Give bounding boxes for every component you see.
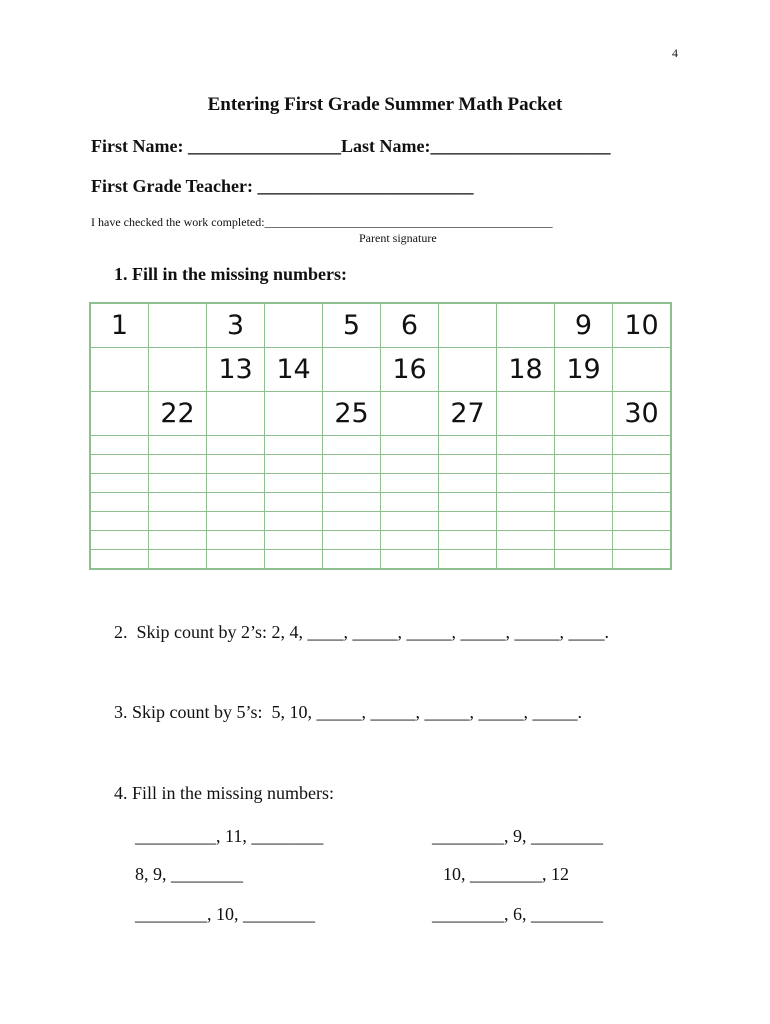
grid-cell: 25 bbox=[323, 392, 381, 436]
grid-blank-cell bbox=[555, 550, 613, 570]
grid-blank-cell bbox=[613, 436, 672, 455]
grid-cell bbox=[613, 348, 672, 392]
grid-blank-cell bbox=[323, 512, 381, 531]
grid-cell: 16 bbox=[381, 348, 439, 392]
grid-blank-cell bbox=[149, 436, 207, 455]
grid-cell: 19 bbox=[555, 348, 613, 392]
grid-blank-cell bbox=[149, 455, 207, 474]
grid-blank-cell bbox=[613, 550, 672, 570]
grid-cell: 30 bbox=[613, 392, 672, 436]
grid-blank-row bbox=[90, 512, 671, 531]
grid-blank-cell bbox=[90, 474, 149, 493]
grid-cell: 3 bbox=[207, 303, 265, 348]
grid-blank-cell bbox=[265, 474, 323, 493]
grid-blank-cell bbox=[381, 512, 439, 531]
grid-cell: 10 bbox=[613, 303, 672, 348]
grid-blank-cell bbox=[497, 531, 555, 550]
grid-blank-cell bbox=[207, 455, 265, 474]
grid-blank-cell bbox=[555, 474, 613, 493]
grid-blank-cell bbox=[613, 493, 672, 512]
grid-cell: 27 bbox=[439, 392, 497, 436]
grid-cell bbox=[439, 303, 497, 348]
grid-blank-cell bbox=[439, 512, 497, 531]
grid-blank-cell bbox=[265, 531, 323, 550]
missing-number-problem: _________, 11, ________ bbox=[135, 826, 324, 846]
grid-blank-cell bbox=[381, 436, 439, 455]
grid-blank-cell bbox=[613, 531, 672, 550]
grid-blank-cell bbox=[439, 455, 497, 474]
teacher-line: First Grade Teacher: ________________________ bbox=[91, 176, 474, 196]
grid-cell bbox=[439, 348, 497, 392]
grid-blank-cell bbox=[265, 455, 323, 474]
missing-number-problem: 10, ________, 12 bbox=[443, 864, 569, 884]
grid-blank-cell bbox=[555, 455, 613, 474]
grid-blank-cell bbox=[381, 531, 439, 550]
grid-blank-cell bbox=[207, 550, 265, 570]
parent-check-line: I have checked the work completed:________________________________________________ bbox=[91, 215, 553, 229]
missing-number-problem: ________, 9, ________ bbox=[432, 826, 603, 846]
question-2: 2. Skip count by 2’s: 2, 4, ____, _____, _____, _____, _____, ____. bbox=[114, 622, 610, 642]
grid-blank-cell bbox=[90, 531, 149, 550]
grid-cell: 5 bbox=[323, 303, 381, 348]
missing-number-problem: ________, 6, ________ bbox=[432, 904, 603, 924]
grid-cell: 6 bbox=[381, 303, 439, 348]
grid-blank-cell bbox=[90, 550, 149, 570]
grid-blank-cell bbox=[381, 493, 439, 512]
grid-cell bbox=[207, 392, 265, 436]
grid-blank-cell bbox=[497, 474, 555, 493]
grid-blank-cell bbox=[555, 512, 613, 531]
grid-cell: 18 bbox=[497, 348, 555, 392]
grid-blank-cell bbox=[207, 512, 265, 531]
grid-blank-cell bbox=[555, 531, 613, 550]
grid-blank-cell bbox=[265, 436, 323, 455]
grid-blank-cell bbox=[265, 493, 323, 512]
grid-cell bbox=[265, 303, 323, 348]
grid-blank-row bbox=[90, 455, 671, 474]
grid-blank-row bbox=[90, 550, 671, 570]
grid-blank-cell bbox=[323, 493, 381, 512]
grid-blank-cell bbox=[149, 550, 207, 570]
grid-blank-cell bbox=[439, 436, 497, 455]
grid-blank-cell bbox=[207, 474, 265, 493]
grid-blank-cell bbox=[323, 436, 381, 455]
grid-blank-cell bbox=[381, 474, 439, 493]
grid-blank-cell bbox=[207, 531, 265, 550]
question-4-label: 4. Fill in the missing numbers: bbox=[114, 783, 335, 803]
grid-blank-cell bbox=[149, 531, 207, 550]
grid-cell bbox=[497, 392, 555, 436]
grid-blank-cell bbox=[149, 474, 207, 493]
grid-blank-cell bbox=[381, 550, 439, 570]
grid-blank-cell bbox=[323, 474, 381, 493]
page-title: Entering First Grade Summer Math Packet bbox=[207, 94, 563, 115]
grid-blank-cell bbox=[90, 455, 149, 474]
name-line: First Name: _________________Last Name:____________________ bbox=[91, 136, 611, 156]
grid-blank-cell bbox=[323, 531, 381, 550]
grid-blank-cell bbox=[439, 474, 497, 493]
grid-blank-row bbox=[90, 531, 671, 550]
grid-cell: 14 bbox=[265, 348, 323, 392]
grid-blank-cell bbox=[555, 436, 613, 455]
question-1-label: 1. Fill in the missing numbers: bbox=[114, 264, 348, 284]
grid-cell bbox=[555, 392, 613, 436]
grid-blank-cell bbox=[497, 455, 555, 474]
grid-blank-cell bbox=[497, 493, 555, 512]
grid-cell bbox=[149, 303, 207, 348]
missing-number-problem: 8, 9, ________ bbox=[135, 864, 243, 884]
grid-cell: 1 bbox=[90, 303, 149, 348]
grid-cell: 9 bbox=[555, 303, 613, 348]
grid-blank-cell bbox=[381, 455, 439, 474]
grid-blank-cell bbox=[613, 512, 672, 531]
grid-cell bbox=[265, 392, 323, 436]
grid-cell bbox=[381, 392, 439, 436]
grid-blank-row bbox=[90, 474, 671, 493]
grid-row bbox=[90, 348, 671, 392]
grid-cell bbox=[90, 392, 149, 436]
grid-blank-cell bbox=[439, 493, 497, 512]
grid-blank-cell bbox=[497, 436, 555, 455]
grid-cell: 22 bbox=[149, 392, 207, 436]
grid-blank-cell bbox=[265, 512, 323, 531]
grid-blank-row bbox=[90, 493, 671, 512]
page-number: 4 bbox=[672, 46, 678, 60]
grid-blank-cell bbox=[613, 474, 672, 493]
grid-blank-cell bbox=[497, 550, 555, 570]
grid-blank-cell bbox=[90, 512, 149, 531]
grid-cell bbox=[149, 348, 207, 392]
grid-blank-cell bbox=[439, 531, 497, 550]
grid-blank-cell bbox=[323, 455, 381, 474]
grid-blank-cell bbox=[90, 436, 149, 455]
missing-number-problem: ________, 10, ________ bbox=[135, 904, 315, 924]
grid-blank-cell bbox=[497, 512, 555, 531]
grid-cell bbox=[90, 348, 149, 392]
grid-cell: 13 bbox=[207, 348, 265, 392]
parent-signature-caption: Parent signature bbox=[359, 231, 437, 245]
grid-blank-cell bbox=[613, 455, 672, 474]
grid-blank-cell bbox=[265, 550, 323, 570]
grid-blank-cell bbox=[207, 436, 265, 455]
grid-blank-cell bbox=[90, 493, 149, 512]
grid-blank-cell bbox=[149, 512, 207, 531]
question-3: 3. Skip count by 5’s: 5, 10, _____, _____, _____, _____, _____. bbox=[114, 702, 583, 722]
grid-blank-cell bbox=[323, 550, 381, 570]
grid-cell bbox=[497, 303, 555, 348]
number-grid bbox=[89, 302, 672, 570]
grid-blank-cell bbox=[207, 493, 265, 512]
grid-blank-cell bbox=[439, 550, 497, 570]
grid-blank-cell bbox=[149, 493, 207, 512]
grid-blank-row bbox=[90, 436, 671, 455]
grid-cell bbox=[323, 348, 381, 392]
grid-row bbox=[90, 303, 671, 348]
grid-row bbox=[90, 392, 671, 436]
grid-blank-cell bbox=[555, 493, 613, 512]
